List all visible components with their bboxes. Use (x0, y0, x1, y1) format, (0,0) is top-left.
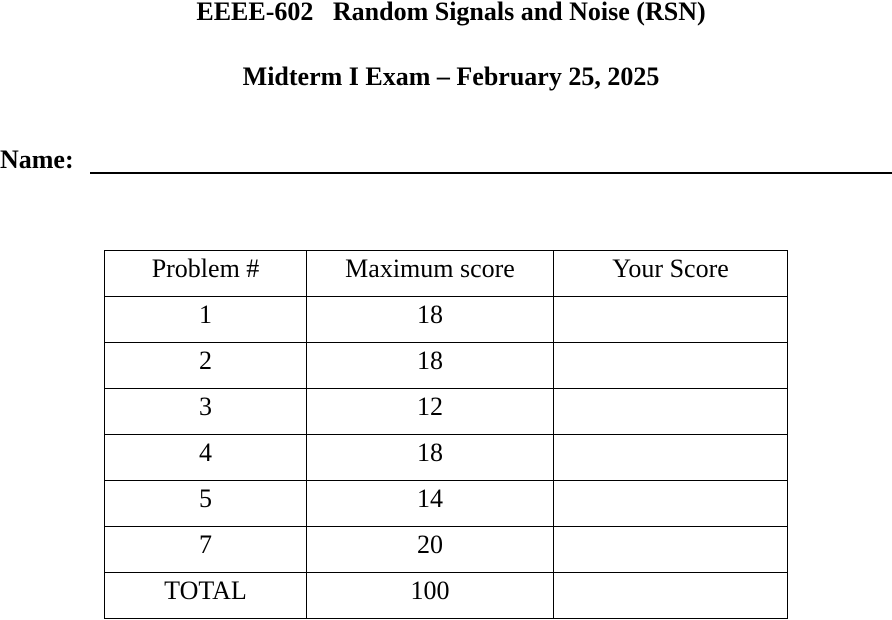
name-label: Name: (0, 145, 74, 174)
your-score-cell[interactable] (554, 297, 788, 343)
column-header-your-score: Your Score (554, 251, 788, 297)
problem-number-cell: 7 (105, 527, 307, 573)
total-max-score-cell: 100 (307, 573, 554, 619)
exam-title: Midterm I Exam – February 25, 2025 (242, 62, 660, 91)
max-score-cell: 18 (307, 435, 554, 481)
score-table (104, 250, 788, 619)
total-label-cell: TOTAL (105, 573, 307, 619)
name-blank-line[interactable] (90, 172, 892, 174)
your-score-cell[interactable] (554, 481, 788, 527)
problem-number-cell: 5 (105, 481, 307, 527)
your-score-cell[interactable] (554, 389, 788, 435)
course-title: EEEE-602 Random Signals and Noise (RSN) (196, 0, 706, 26)
problem-number-cell: 1 (105, 297, 307, 343)
problem-number-cell: 4 (105, 435, 307, 481)
your-score-cell[interactable] (554, 435, 788, 481)
table-row-total (105, 573, 788, 619)
table-row (105, 481, 788, 527)
your-score-cell[interactable] (554, 343, 788, 389)
your-score-cell[interactable] (554, 527, 788, 573)
max-score-cell: 20 (307, 527, 554, 573)
max-score-cell: 14 (307, 481, 554, 527)
problem-number-cell: 2 (105, 343, 307, 389)
problem-number-cell: 3 (105, 389, 307, 435)
column-header-maximum-score: Maximum score (307, 251, 554, 297)
table-header-row (105, 251, 788, 297)
table-row (105, 435, 788, 481)
max-score-cell: 12 (307, 389, 554, 435)
table-row (105, 389, 788, 435)
max-score-cell: 18 (307, 297, 554, 343)
total-your-score-cell[interactable] (554, 573, 788, 619)
name-row (0, 146, 892, 176)
table-row (105, 343, 788, 389)
table-row (105, 527, 788, 573)
max-score-cell: 18 (307, 343, 554, 389)
table-row (105, 297, 788, 343)
column-header-problem: Problem # (105, 251, 307, 297)
